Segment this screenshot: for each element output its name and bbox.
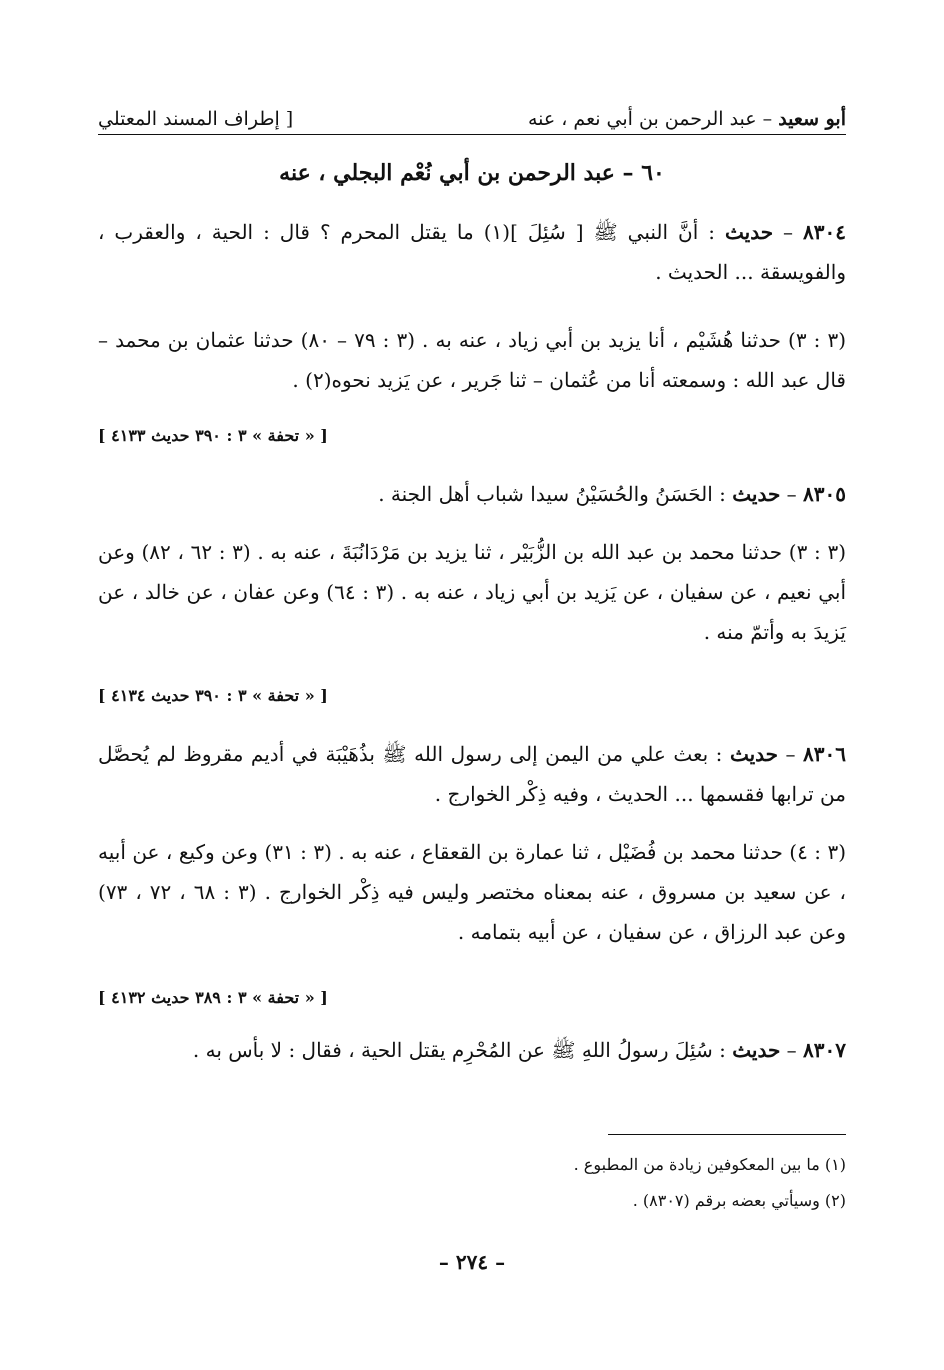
hadith-keyword: حديث bbox=[732, 1038, 781, 1062]
hadith-text: : سُئِلَ رسولُ اللهِ ﷺ عن المُحْرِم يقتل الحية ، فقال : لا بأس به . bbox=[192, 1038, 733, 1062]
hadith-entry: ٨٣٠٤ – حديث : أنَّ النبي ﷺ [ سُئِلَ ](١) ما يقتل المحرم ؟ قال : الحية ، والعقرب ، والفويسقة ... الحديث . bbox=[98, 220, 847, 284]
hadith-number: ٨٣٠٦ bbox=[803, 742, 846, 766]
hadith-number: ٨٣٠٧ bbox=[803, 1038, 846, 1062]
hadith-text: : بعث علي من اليمن إلى رسول الله ﷺ بذُهَيْبَة في أديم مقروظ لم يُحصَّل من ترابها فقسمها ... الحديث ، وفيه ذِكْر الخوارج . bbox=[98, 742, 846, 806]
isnad-paragraph: (٣ : ٣) حدثنا محمد بن عبد الله بن الزُّبَيْر ، ثنا يزيد بن مَرْدَانُبَةَ ، عنه به . (٣ : ٦٢ ، ٨٢) وعن أبي نعيم ، عن سفيان ، عن يَزيد بن أبي زياد ، عنه به . (٣ : ٦٤) وعن عفان ، عن خالد ، عن يَزيدَ به وأتمّ منه . bbox=[98, 540, 846, 644]
hadith-entry: ٨٣٠٥ – حديث : الحَسَنُ والحُسَيْنُ سيدا شباب أهل الجنة . bbox=[378, 482, 846, 506]
hadith-keyword: حديث bbox=[732, 482, 781, 506]
hadith-keyword: حديث bbox=[729, 742, 779, 766]
hadith-keyword: حديث bbox=[725, 220, 774, 244]
hadith-number: ٨٣٠٤ bbox=[803, 220, 847, 244]
hadith-entry: ٨٣٠٦ – حديث : بعث علي من اليمن إلى رسول الله ﷺ بذُهَيْبَة في أديم مقروظ لم يُحصَّل من ترابها فقسمها ... الحديث ، وفيه ذِكْر الخوارج . bbox=[98, 742, 846, 806]
hadith-text: : أنَّ النبي ﷺ [ سُئِلَ ](١) ما يقتل المحرم ؟ قال : الحية ، والعقرب ، والفويسقة ... الحديث . bbox=[98, 220, 846, 284]
running-header bbox=[98, 94, 846, 135]
tuhfa-reference: [ « تحفة » ٣ : ٣٩٠ حديث ٤١٣٣ ] bbox=[98, 426, 328, 445]
tuhfa-reference: [ « تحفة » ٣ : ٣٩٠ حديث ٤١٣٤ ] bbox=[98, 686, 328, 705]
isnad-paragraph: (٣ : ٣) حدثنا هُشَيْم ، أنا يزيد بن أبي زياد ، عنه به . (٣ : ٧٩ – ٨٠) حدثنا عثمان بن محمد – قال عبد الله : وسمعته أنا من عُثمان – ثنا جَرير ، عن يَزيد نحوه(٢) . bbox=[98, 328, 847, 392]
isnad-paragraph: (٣ : ٤) حدثنا محمد بن فُضَيْل ، ثنا عمارة بن القعقاع ، عنه به . (٣ : ٣١) وعن وكيع ، عن أبيه ، عن سعيد بن مسروق ، عنه بمعناه مختصر وليس فيه ذِكْر الخوارج . (٣ : ٦٨ ، ٧٢ ، ٧٣) وعن عبد الرزاق ، عن سفيان ، عن أبيه بتمامه . bbox=[98, 840, 847, 944]
tuhfa-reference: [ « تحفة » ٣ : ٣٨٩ حديث ٤١٣٢ ] bbox=[98, 988, 328, 1007]
header-author: أبو سعيد bbox=[778, 108, 846, 130]
footnote-rule bbox=[608, 1134, 846, 1135]
hadith-entry: ٨٣٠٧ – حديث : سُئِلَ رسولُ اللهِ ﷺ عن المُحْرِم يقتل الحية ، فقال : لا بأس به . bbox=[192, 1038, 846, 1062]
footnote-2: (٢) وسيأتي بعضه برقم (٨٣٠٧) . bbox=[632, 1191, 846, 1210]
header-subject: – عبد الرحمن بن أبي نعم ، عنه bbox=[527, 108, 779, 130]
hadith-text: : الحَسَنُ والحُسَيْنُ سيدا شباب أهل الجنة . bbox=[378, 482, 733, 506]
section-title: ٦٠ – عبد الرحمن بن أبي نُعْم البجلي ، عنه bbox=[279, 160, 665, 186]
header-right bbox=[528, 108, 846, 130]
hadith-number: ٨٣٠٥ bbox=[803, 482, 846, 506]
page-number: – ٢٧٤ – bbox=[438, 1250, 506, 1274]
header-left: [ إطراف المسند المعتلي bbox=[98, 108, 294, 130]
footnote-1: (١) ما بين المعكوفين زيادة من المطبوع . bbox=[573, 1155, 846, 1174]
